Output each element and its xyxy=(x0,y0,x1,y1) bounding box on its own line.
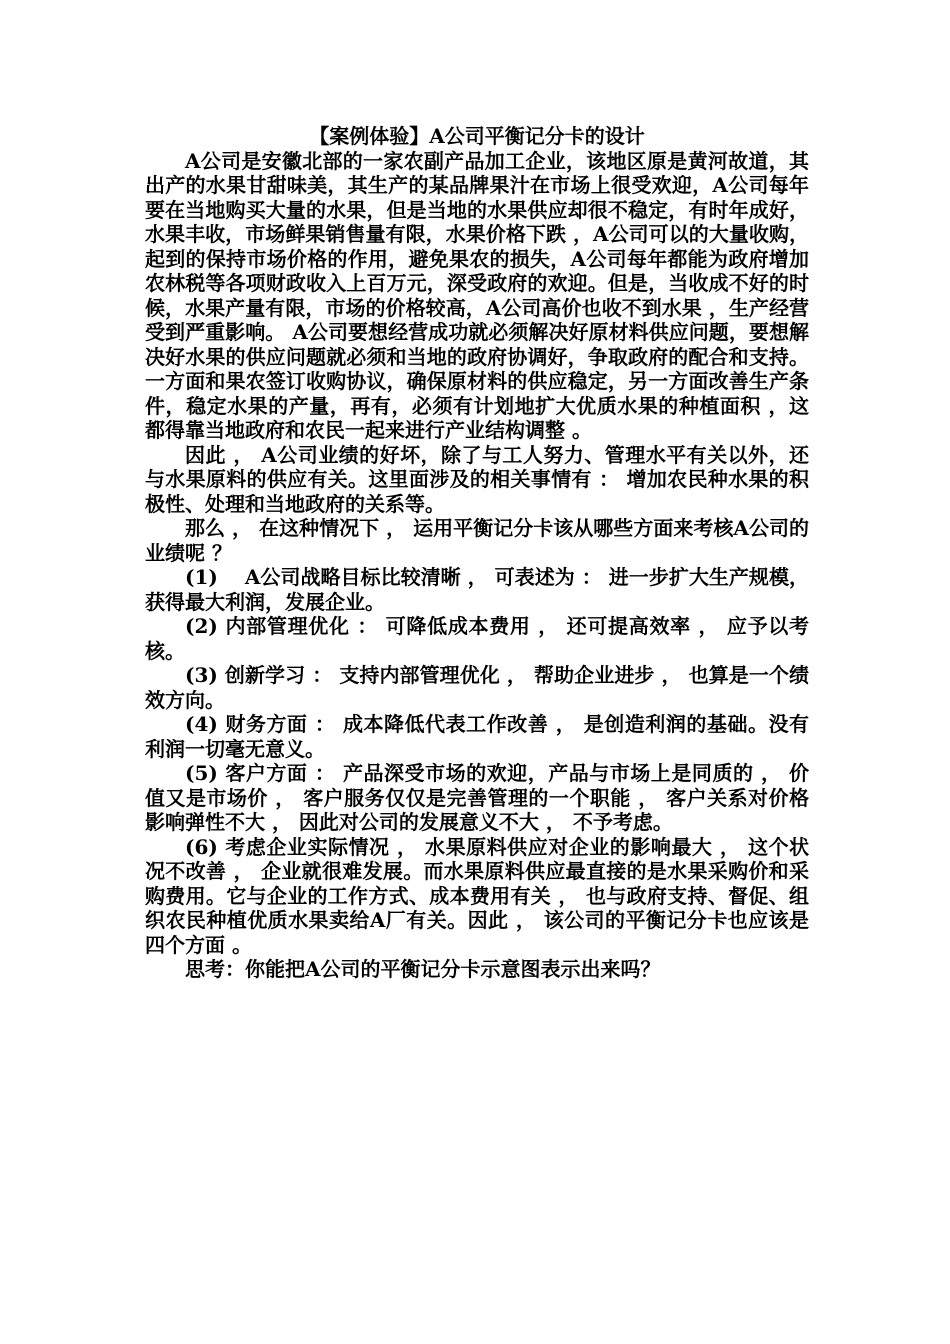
paragraph-item-2: (2) 内部管理优化 ： 可降低成本费用 ， 还可提高效率 ， 应予以考核。 xyxy=(145,614,809,663)
document-page xyxy=(145,124,809,982)
paragraph-item-5: (5) 客户方面 ： 产品深受市场的欢迎，产品与市场上是同质的 ， 价值又是市场价 ， 客户服务仅仅是完善管理的一个职能 ， 客户关系对价格影响弹性不大 ， 因此对公司的发展意义不大 ， 不予考虑。 xyxy=(145,761,809,834)
paragraph-intro: A公司是安徽北部的一家农副产品加工企业，该地区原是黄河故道，其出产的水果甘甜味美，其生产的某品牌果汁在市场上很受欢迎，A公司每年要在当地购买大量的水果，但是当地的水果供应却很不稳定，有时年成好，水果丰收，市场鲜果销售量有限，水果价格下跌 ，A公司可以的大量收购，起到的保持市场价格的作用，避免果农的损失，A公司每年都能为政府增加农林税等各项财政收入上百万元，深受政府的欢迎。但是，当收成不好的时候，水果产量有限，市场的价格较高，A公司高价也收不到水果 ，生产经营受到严重影响。 A公司要想经营成功就必须解决好原材料供应问题，要想解决好水果的供应问题就必须和当地的政府协调好，争取政府的配合和支持。一方面和果农签订收购协议，确保原材料的供应稳定，另一方面改善生产条件，稳定水果的产量，再有，必须有计划地扩大优质水果的种植面积 ，这都得靠当地政府和农民一起来进行产业结构调整 。 xyxy=(145,148,809,442)
paragraph-question: 那么 ， 在这种情况下 ， 运用平衡记分卡该从哪些方面来考核A公司的业绩呢 ？ xyxy=(145,516,809,565)
paragraph-therefore: 因此 ， A公司业绩的好坏，除了与工人努力、管理水平有关以外，还与水果原料的供应有关。这里面涉及的相关事情有 ： 增加农民种水果的积极性、处理和当地政府的关系等。 xyxy=(145,442,809,516)
paragraph-item-3: (3) 创新学习 ： 支持内部管理优化 ， 帮助企业进步 ， 也算是一个绩效方向。 xyxy=(145,663,809,712)
paragraph-think: 思考：你能把A公司的平衡记分卡示意图表示出来吗？ xyxy=(185,957,661,981)
document-title: 【案例体验】A公司平衡记分卡的设计 xyxy=(309,124,645,148)
paragraph-item-6: (6) 考虑企业实际情况 ， 水果原料供应对企业的影响最大 ， 这个状况不改善 ， 企业就很难发展。而水果原料供应最直接的是水果采购价和采购费用。它与企业的工作方式、成本费用有关 ， 也与政府支持、督促、组织农民种植优质水果卖给A厂有关。因此 ， 该公司的平衡记分卡也应该是四个方面 。 xyxy=(145,834,809,957)
paragraph-item-1: (1) A公司战略目标比较清晰 ， 可表述为 ： 进一步扩大生产规模，获得最大利润，发展企业。 xyxy=(145,565,809,614)
paragraph-item-4: (4) 财务方面 ： 成本降低代表工作改善 ， 是创造利润的基础。没有利润一切毫无意义。 xyxy=(145,712,809,761)
